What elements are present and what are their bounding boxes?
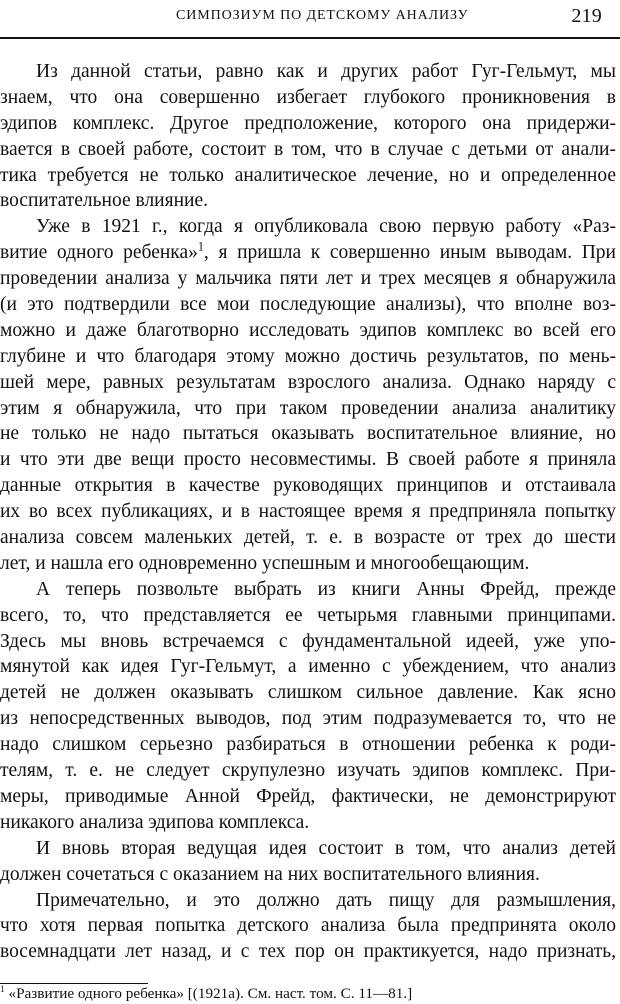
footnote-separator: [0, 983, 148, 984]
header-rule: [0, 37, 620, 39]
text-line: должен сочетаться с оказанием на них воспитательного влияния.: [0, 863, 540, 885]
text-fragment: , я пришла к совершенно иным выводам. При: [203, 242, 616, 264]
text-line: мянутой как идея Гуг-Гельмут, а именно с убеждением, что анализ: [0, 656, 616, 678]
text-line: из непосредственных выводов, под этим подразумевается то, что не: [0, 708, 616, 730]
text-line: И вновь вторая ведущая идея состоит в том, что анализ детей: [36, 837, 616, 859]
page-header: [0, 0, 620, 40]
text-line: Из данной статьи, равно как и других работ Гуг-Гельмут, мы: [36, 61, 616, 82]
text-line: детей не должен оказывать слишком сильное давление. Как ясно: [0, 682, 616, 704]
text-line: данные открытия в качестве руководящих принципов и отстаивала: [0, 475, 616, 497]
text-line: меры, приводимые Анной Фрейд, фактически, не демонстрируют: [0, 785, 616, 807]
text-line: можно и даже благотворно исследовать эдипов комплекс во всей его: [0, 319, 616, 341]
text-line: и что эти две вещи просто несовместимы. В своей работе я приняла: [0, 449, 616, 471]
text-line: никакого анализа эдипова комплекса.: [0, 811, 310, 833]
text-line: (и это подтвердили все мои последующие анализы), что вполне воз-: [0, 294, 616, 316]
text-line: всего, то, что представляется ее четырьмя главными принципами.: [0, 604, 616, 626]
text-line: Уже в 1921 г., когда я опубликовала свою первую работу «Раз-: [36, 216, 616, 238]
text-line: знаем, что она совершенно избегает глубокого проникновения в: [0, 86, 616, 108]
text-line: Здесь мы вновь встречаемся с фундаментальной идеей, уже упо-: [0, 630, 616, 652]
text-line: Примечательно, и это должно дать пищу для размышления,: [36, 889, 616, 911]
running-title: СИМПОЗИУМ ПО ДЕТСКОМУ АНАЛИЗУ: [176, 8, 469, 23]
text-line: А теперь позвольте выбрать из книги Анны Фрейд, прежде: [36, 578, 616, 600]
footnote: [0, 985, 612, 1003]
text-line: анализа совсем маленьких детей, т. е. в возрасте от трех до шести: [0, 527, 616, 549]
text-line: не только не надо пытаться оказывать воспитательное влияние, но: [0, 423, 616, 445]
text-line: что хотя первая попытка детского анализа была предпринята около: [0, 915, 616, 937]
footnote-marker: 1: [0, 984, 5, 995]
text-line: вается в своей работе, состоит в том, что в случае с детьми от анали-: [0, 138, 616, 160]
text-line: проведении анализа у мальчика пяти лет и трех месяцев я обнаружила: [0, 268, 616, 290]
text-line: телям, т. е. не следует скрупулезно изучать эдипов комплекс. При-: [0, 760, 616, 782]
page-number: 219: [571, 5, 602, 27]
text-line: эдипов комплекс. Другое предположение, которого она придержи-: [0, 112, 616, 134]
text-fragment: витие одного ребенка»: [0, 242, 198, 264]
text-line: глубине и что благодаря этому можно достичь результатов, по мень-: [0, 345, 616, 367]
footnote-reference[interactable]: 1: [197, 239, 204, 254]
text-line: лет, и нашла его одновременно успешным и многообещающим.: [0, 552, 530, 574]
footnote-text: «Развитие одного ребенка» [(1921a). См. наст. том. С. 11—81.]: [4, 985, 413, 1002]
text-line: этим я обнаружила, что при таком проведении анализа аналитику: [0, 397, 616, 419]
text-line: их во всех публикациях, и в настоящее время я предприняла попытку: [0, 501, 616, 523]
text-line: восемнадцати лет назад, и с тех пор он практикуется, надо признать,: [0, 941, 616, 963]
text-line-with-footnote: [0, 240, 616, 266]
main-text: [0, 59, 616, 965]
text-line: тика требуется не только аналитическое лечение, но и определенное: [0, 164, 616, 186]
text-line: воспитательное влияние.: [0, 190, 208, 212]
text-line: надо слишком серьезно разбираться в отношении ребенка к роди-: [0, 734, 616, 756]
text-line: шей мере, равных результатам взрослого анализа. Однако наряду с: [0, 371, 616, 393]
